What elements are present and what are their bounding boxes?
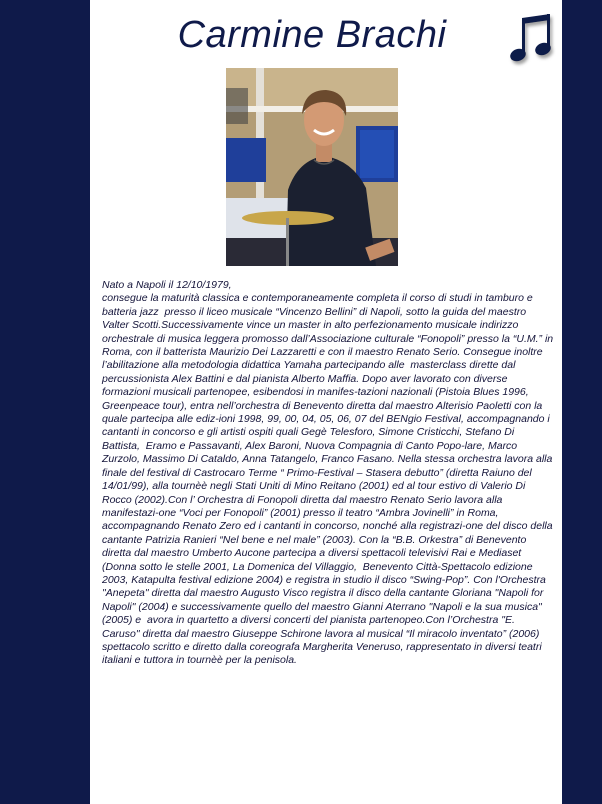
music-note-icon [508,10,556,68]
portrait-photo [226,68,398,266]
right-sidebar-bar [562,0,602,804]
page-title: Carmine Brachi [177,14,447,56]
biography-text: Nato a Napoli il 12/10/1979, consegue la maturità classica e contemporaneamente completa il corso di studi in tamburo e batteria jazz presso il liceo musicale “Vincenzo Bellini” di Napoli, sotto la guida del maestro Valter Scotti.Successivamente vince un master in alto perfezionamento musicale indirizzo orchestrale di musica leggera promosso dall’Associazione culturale “Fonopoli” presso la “U.M.” in Roma, con il batterista Maurizio Dei Lazzaretti e con il maestro Renato Serio. Consegue inoltre l’abilitazione alla metodologia didattica Yamaha partecipando alle masterclass dirette dal percussionista Alex Battini e dal pianista Alberto Maffia. Dopo aver lavorato con diverse formazioni musicali partenopee, esibendosi in manifes-tazioni nazionali (Pistoia Blues 1996, Greenpeace tour), entra nell’orchestra di Benevento diretta dal maestro Alterisio Paoletti con la quale partecipa alle ediz-ioni 1998, 99, 00, 04, 05, 06, 07 del BENgio Festival, accompagnando i cantanti in concorso e gli artisti ospiti quali Gegè Telesforo, Simone Cristicchi, Stefano Di Battista, Eramo e Passavanti, Alex Baroni, Nuova Compagnia di Canto Popo-lare, Marco Zurzolo, Massimo Di Cataldo, Anna Tatangelo, Franco Fasano. Nella stessa orchestra lavora alla finale del festival di Castrocaro Terme “ Primo-Festival – Stasera debutto” (diretta Raiuno del 14/01/99), alla tournèè negli Stati Uniti di Mino Reitano (2001) ed al tour estivo di Valerio Di Rocco (2002).Con l’ Orchestra di Fonopoli diretta dal maestro Renato Serio lavora alla manifestazi-one “Voci per Fonopoli” (2001) presso il teatro “Ambra Jovinelli” in Roma, accompagnando Renato Zero ed i cantanti in concorso, nonché alla registrazi-one del disco della cantante Patrizia Ranieri “Nel bene e nel male” (2003). Con la “B.B. Orkestra” di Benevento diretta dal maestro Umberto Aucone partecipa a diversi spettacoli televisivi Rai e Mediaset (Donna sotto le stelle 2001, La Domenica del Villaggio, Benevento Città-Spettacolo edizione 2003, Katapulta festival edizione 2004) e registra in studio il disco “Swing-Pop”. Con l'Orchestra "Anepeta" diretta dal maestro Augusto Visco registra il disco della cantante Gloriana "Napoli for Napoli" (2004) e successivamente quello del maestro Gianni Aterrano "Napoli e la sua musica" (2005) e avora in quartetto a diversi concerti del pianista partenopeo.Con l’Orchestra "E. Caruso" diretta dal maestro Giuseppe Schirone lavora al musical “Il miracolo inventato” (2006) spettacolo scritto e diretto dalla coreografa Margherita Veneruso, rappresentato in diversi teatri italiani e tuttora in tournèè per la penisola. [102,279,554,667]
left-sidebar-bar [0,0,90,804]
